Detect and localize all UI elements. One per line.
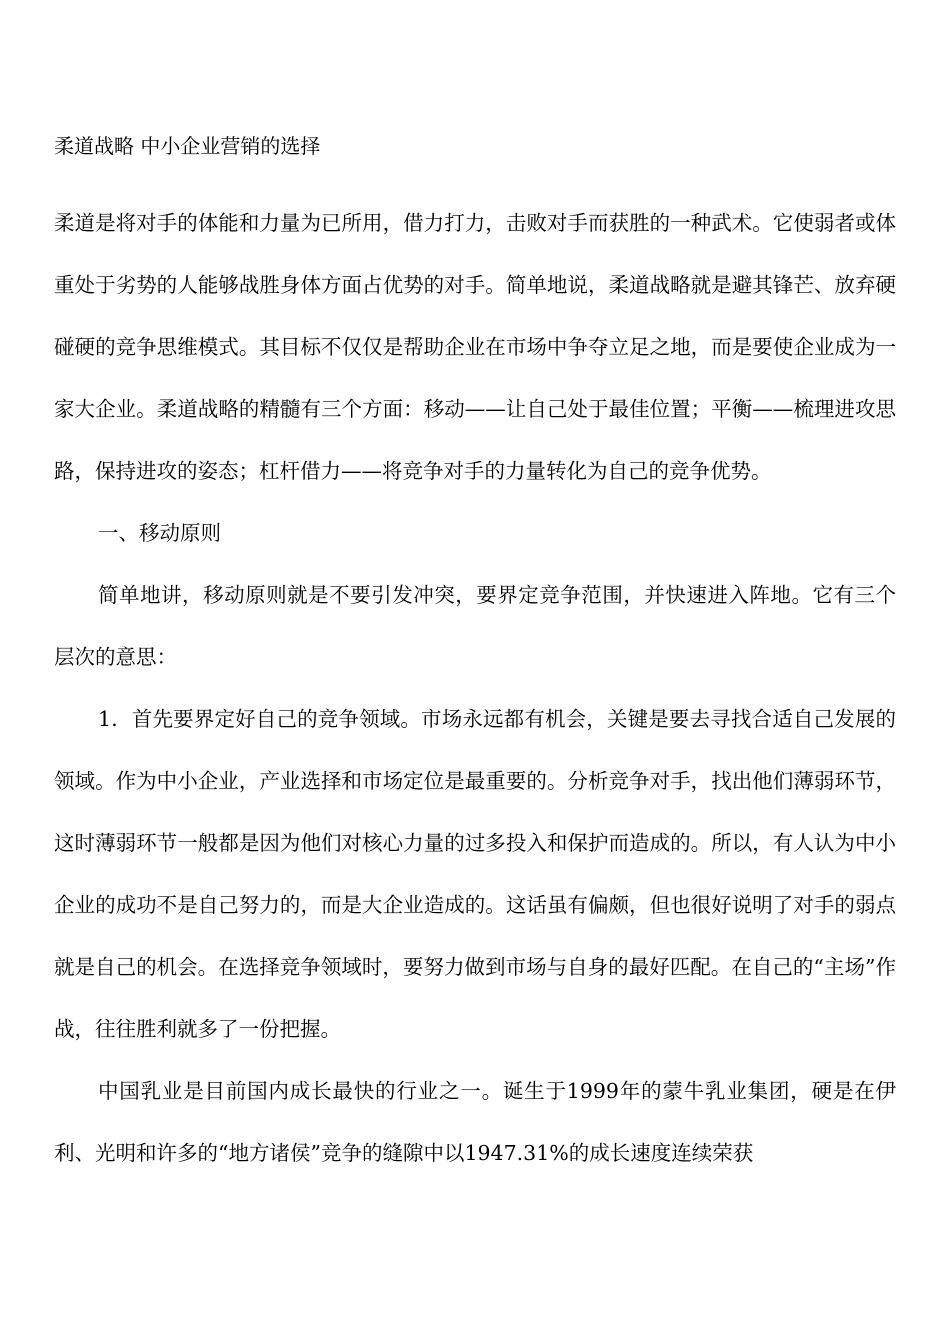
section-heading-movement: 一、移动原则 — [98, 521, 221, 545]
document-title: 柔道战略 中小企业营销的选择 — [54, 134, 321, 158]
paragraph-point-1: 1．首先要界定好自己的竞争领域。市场永远都有机会，关键是要去寻找合适自己发展的领域。作为中小企业，产业选择和市场定位是最重要的。分析竞争对手，找出他们薄弱环节，这时薄弱环节一般都是因为他们对核心力量的过多投入和保护而造成的。所以，有人认为中小企业的成功不是自己努力的，而是大企业造成的。这话虽有偏颇，但也很好说明了对手的弱点就是自己的机会。在选择竞争领域时，要努力做到市场与自身的最好匹配。在自己的“主场”作战，往往胜利就多了一份把握。 — [54, 707, 896, 1041]
paragraph-intro: 柔道是将对手的体能和力量为已所用，借力打力，击败对手而获胜的一种武术。它使弱者或体重处于劣势的人能够战胜身体方面占优势的对手。简单地说，柔道战略就是避其锋芒、放弃硬碰硬的竞争思维模式。其目标不仅仅是帮助企业在市场中争夺立足之地，而是要使企业成为一家大企业。柔道战略的精髓有三个方面：移动——让自己处于最佳位置；平衡——梳理进攻思路，保持进攻的姿态；杠杆借力——将竞争对手的力量转化为自己的竞争优势。 — [54, 211, 896, 483]
document-body — [54, 192, 896, 1184]
paragraph-dairy-example: 中国乳业是目前国内成长最快的行业之一。诞生于1999年的蒙牛乳业集团，硬是在伊利、光明和许多的“地方诸侯”竞争的缝隙中以1947.31%的成长速度连续荣获 — [54, 1079, 896, 1165]
paragraph-movement-principle: 简单地讲，移动原则就是不要引发冲突，要界定竞争范围，并快速进入阵地。它有三个层次的意思： — [54, 583, 896, 669]
